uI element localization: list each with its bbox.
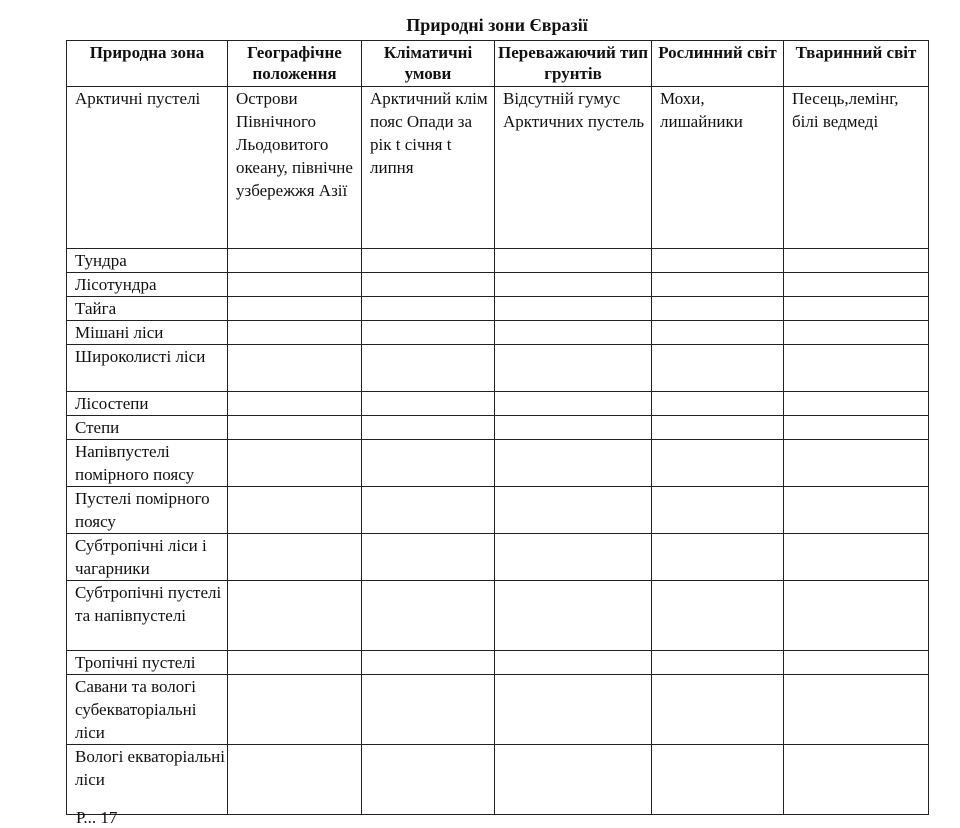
geo-cell [228,416,362,440]
climate-cell [362,392,495,416]
fauna-cell [784,297,929,321]
soil-cell [495,297,652,321]
flora-cell [652,392,784,416]
zone-cell: Арктичні пустелі [67,87,228,249]
climate-cell [362,249,495,273]
flora-cell: Мохи, лишайники [652,87,784,249]
table-row [67,745,929,815]
flora-cell [652,297,784,321]
soil-cell [495,321,652,345]
geo-cell [228,273,362,297]
geo-cell [228,675,362,745]
geo-cell [228,534,362,581]
soil-cell [495,745,652,815]
zone-cell: Савани та вологі субекваторіальні ліси [67,675,228,745]
geo-cell [228,321,362,345]
header-soil-type: Переважаючий тип грунтів [495,41,652,87]
zone-cell: Субтропічні пустелі та напівпустелі [67,581,228,651]
fauna-cell: Песець,лемінг, білі ведмеді [784,87,929,249]
climate-cell [362,675,495,745]
fauna-cell [784,392,929,416]
table-row [67,416,929,440]
soil-cell [495,416,652,440]
fauna-cell [784,534,929,581]
zone-cell: Лісотундра [67,273,228,297]
flora-cell [652,440,784,487]
soil-cell [495,392,652,416]
zone-cell: Субтропічні ліси і чагарники [67,534,228,581]
zone-cell: Мішані ліси [67,321,228,345]
table-row [67,345,929,392]
climate-cell: Арктичний клім пояс Опади за рік t січня t липня [362,87,495,249]
soil-cell [495,249,652,273]
zone-cell: Степи [67,416,228,440]
geo-cell: Острови Північного Льодовитого океану, північне узбережжя Азії [228,87,362,249]
soil-cell [495,581,652,651]
table-row [67,87,929,249]
zone-cell: Тундра [67,249,228,273]
flora-cell [652,321,784,345]
flora-cell [652,487,784,534]
flora-cell [652,651,784,675]
table-row [67,487,929,534]
geo-cell [228,487,362,534]
soil-cell [495,440,652,487]
table-row [67,675,929,745]
fauna-cell [784,487,929,534]
table-row [67,651,929,675]
fauna-cell [784,321,929,345]
soil-cell [495,675,652,745]
flora-cell [652,675,784,745]
climate-cell [362,321,495,345]
flora-cell [652,416,784,440]
geo-cell [228,297,362,321]
fauna-cell [784,581,929,651]
fauna-cell [784,416,929,440]
zone-cell: Тропічні пустелі [67,651,228,675]
geo-cell [228,345,362,392]
soil-cell [495,534,652,581]
geo-cell [228,249,362,273]
climate-cell [362,534,495,581]
soil-cell [495,651,652,675]
soil-cell [495,345,652,392]
climate-cell [362,487,495,534]
table-row [67,440,929,487]
climate-cell [362,745,495,815]
climate-cell [362,651,495,675]
header-climate-conditions: Кліматичні умови [362,41,495,87]
header-natural-zone: Природна зона [67,41,228,87]
climate-cell [362,297,495,321]
header-row [67,41,929,87]
climate-cell [362,416,495,440]
climate-cell [362,273,495,297]
climate-cell [362,440,495,487]
zone-cell: Вологі екваторіальні ліси [67,745,228,815]
table-row [67,249,929,273]
geo-cell [228,392,362,416]
header-fauna: Тваринний світ [784,41,929,87]
fauna-cell [784,440,929,487]
fauna-cell [784,675,929,745]
fauna-cell [784,345,929,392]
soil-cell [495,487,652,534]
fauna-cell [784,273,929,297]
table-row [67,321,929,345]
zone-cell: Лісостепи [67,392,228,416]
climate-cell [362,581,495,651]
soil-cell [495,273,652,297]
climate-cell [362,345,495,392]
flora-cell [652,249,784,273]
header-geographic-position: Географічне положення [228,41,362,87]
fauna-cell [784,651,929,675]
document-title: Природні зони Євразії [406,15,588,35]
zone-cell: Тайга [67,297,228,321]
geo-cell [228,745,362,815]
zone-cell: Пустелі помірного поясу [67,487,228,534]
natural-zones-table [66,40,929,815]
table-row [67,273,929,297]
fauna-cell [784,745,929,815]
flora-cell [652,273,784,297]
flora-cell [652,534,784,581]
geo-cell [228,440,362,487]
table-row [67,534,929,581]
flora-cell [652,345,784,392]
soil-cell: Відсутній гумус Арктичних пустель [495,87,652,249]
header-flora: Рослинний світ [652,41,784,87]
fauna-cell [784,249,929,273]
table-row [67,297,929,321]
footer-text: Р... 17 [76,808,118,827]
zone-cell: Широколисті ліси [67,345,228,392]
zone-cell: Напівпустелі помірного поясу [67,440,228,487]
geo-cell [228,581,362,651]
table-row [67,392,929,416]
table-row [67,581,929,651]
flora-cell [652,581,784,651]
geo-cell [228,651,362,675]
flora-cell [652,745,784,815]
